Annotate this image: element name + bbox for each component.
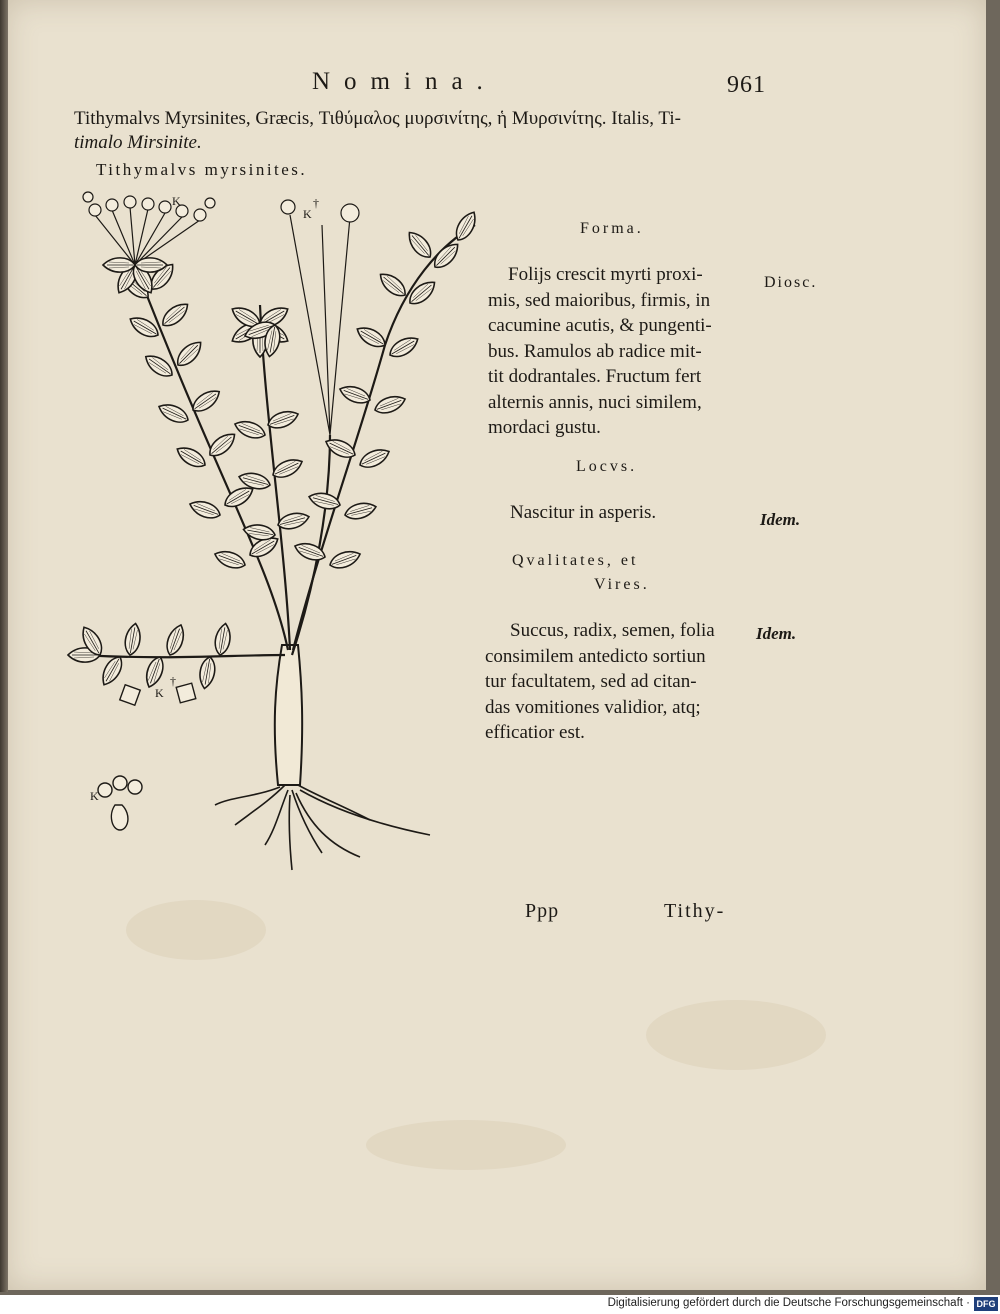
fruit-detail-sketches <box>98 683 196 830</box>
text-line: tur facultatem, sed ad citan- <box>485 671 697 692</box>
signature-mark: Ppp <box>525 900 560 922</box>
plant-caption: Tithymalvs myrsinites. <box>96 160 308 179</box>
margin-note-diosc: Diosc. <box>764 274 818 291</box>
paper-stain <box>126 900 266 960</box>
forma-heading: Forma. <box>580 220 644 237</box>
text-line: cacumine acutis, & pungenti- <box>488 315 712 336</box>
trunk <box>275 645 302 785</box>
text-line: alternis annis, nuci similem, <box>488 391 702 413</box>
letter-dagger: † <box>313 196 319 210</box>
letter-k: K <box>303 207 312 221</box>
text-line: das vomitiones validior, atq; <box>485 696 701 718</box>
paper-stain <box>646 1000 826 1070</box>
entry-names-line-2: timalo Mirsinite. <box>74 132 202 153</box>
text-line: consimilem antedicto sortiun <box>485 645 706 667</box>
text-line: efficatior est. <box>485 722 585 743</box>
locus-heading: Locvs. <box>576 458 638 475</box>
paper-stain <box>366 1120 566 1170</box>
forma-text <box>488 262 712 441</box>
letter-k: K <box>155 686 164 700</box>
margin-note-idem: Idem. <box>756 624 797 643</box>
roots <box>215 785 430 870</box>
text-line: mordaci gustu. <box>488 417 601 438</box>
funding-notice: Digitalisierung gefördert durch die Deutsche Forschungsgemeinschaft · <box>607 1297 970 1309</box>
left-flower-umbel <box>83 192 215 296</box>
text-line: mis, sed maioribus, firmis, in <box>488 289 711 311</box>
page-gutter <box>0 0 8 1292</box>
qualitates-heading-line-2: Vires. <box>594 576 650 593</box>
text-line: tit dodrantales. Fructum fert <box>488 366 702 387</box>
margin-note-idem: Idem. <box>760 510 801 529</box>
text-line: Succus, radix, semen, folia <box>510 620 715 641</box>
dfg-logo-icon: DFG <box>974 1297 998 1311</box>
qualitates-text <box>485 618 715 746</box>
entry-names-line-1: Tithymalvs Myrsinites, Græcis, Τιθύμαλος μυρσινίτης, ἡ Μυρσινίτης. Italis, Ti- <box>74 108 681 129</box>
plant-woodcut-illustration <box>60 185 490 885</box>
text-line: Folijs crescit myrti proxi- <box>508 264 703 285</box>
catchword: Tithy- <box>664 900 726 922</box>
letter-k: K <box>172 194 181 208</box>
letter-dagger: † <box>170 674 176 688</box>
letter-k: K <box>90 789 99 803</box>
running-head: Nomina. <box>312 68 497 95</box>
page-number: 961 <box>727 72 766 98</box>
locus-text: Nascitur in asperis. <box>510 502 657 523</box>
qualitates-heading-line-1: Qvalitates, et <box>512 552 639 569</box>
text-line: bus. Ramulos ab radice mit- <box>488 340 702 362</box>
right-branch-leaves <box>292 209 480 572</box>
